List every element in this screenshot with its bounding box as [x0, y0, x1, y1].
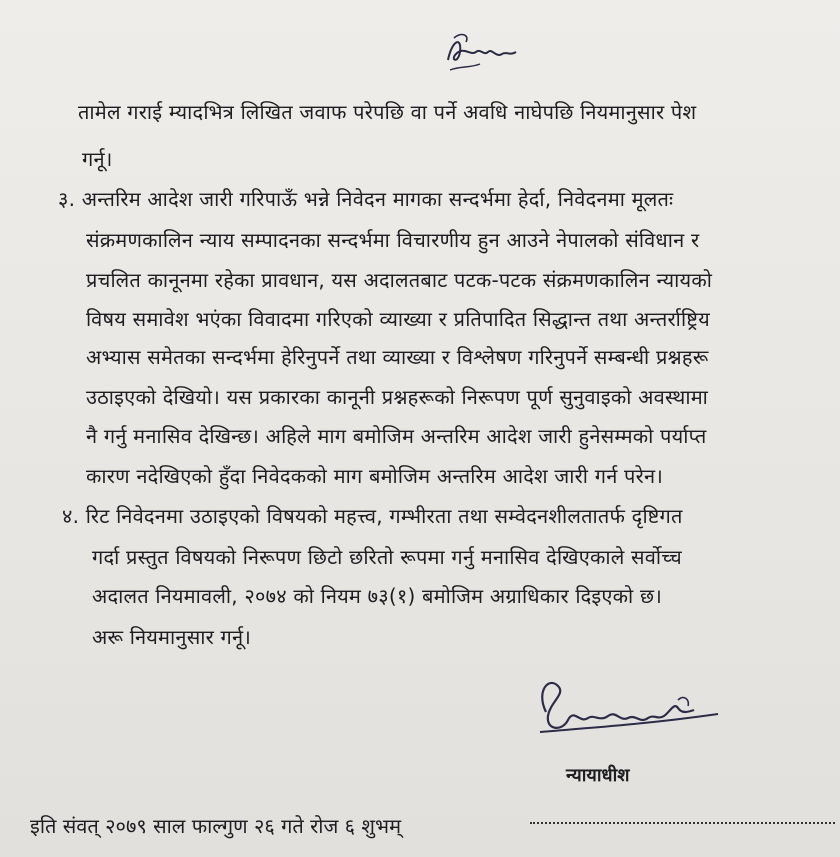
text-line-4: संक्रमणकालिन न्याय सम्पादनका सन्दर्भमा विचारणीय हुन आउने नेपालको संविधान र — [86, 228, 700, 252]
text-line-11: ४. रिट निवेदनमा उठाइएको विषयको महत्त्व, गम्भीरता तथा सम्वेदनशीलतातर्फ दृष्टिगत — [62, 504, 683, 528]
handwritten-initial-icon — [440, 30, 520, 80]
text-line-5: प्रचलित कानूनमा रहेका प्रावधान, यस अदालतबाट पटक-पटक संक्रमणकालिन न्यायको — [86, 268, 713, 292]
text-line-12: गर्दा प्रस्तुत विषयको निरूपण छिटो छरितो रूपमा गर्नु मनासिव देखिएकाले सर्वोच्च — [92, 545, 682, 569]
text-line-8: उठाइएको देखियो। यस प्रकारका कानूनी प्रश्नहरूको निरूपण पूर्ण सुनुवाइको अवस्थामा — [86, 385, 709, 409]
signature-title: न्यायाधीश — [566, 765, 630, 786]
text-line-3: ३. अन्तरिम आदेश जारी गरिपाऊँ भन्ने निवेदन मागका सन्दर्भमा हेर्दा, निवेदनमा मूलतः — [58, 187, 674, 211]
text-line-6: विषय समावेश भएंका विवादमा गरिएको व्याख्या र प्रतिपादित सिद्धान्त तथा अन्तर्राष्ट्रिय — [86, 307, 710, 331]
text-line-2: गर्नू। — [82, 147, 113, 171]
text-line-9: नै गर्नु मनासिव देखिन्छ। अहिले माग बमोजिम अन्तरिम आदेश जारी हुनेसम्मको पर्याप्त — [86, 424, 707, 448]
text-line-7: अभ्यास समेतका सन्दर्भमा हेरिनुपर्ने तथा व्याख्या र विश्लेषण गरिनुपर्ने सम्बन्धी प्रश्नहरू — [86, 345, 709, 369]
handwritten-signature-icon — [528, 672, 728, 752]
footer-date-line: इति संवत् २०७९ साल फाल्गुण २६ गते रोज ६ शुभम् — [30, 814, 402, 838]
dotted-signature-line — [530, 822, 835, 824]
text-line-13: अदालत नियमावली, २०७४ को नियम ७३(१) बमोजिम अग्राधिकार दिइएको छ। — [92, 584, 662, 608]
text-line-14: अरू नियमानुसार गर्नू। — [92, 625, 252, 649]
text-line-1: तामेल गराई म्यादभित्र लिखित जवाफ परेपछि वा पर्ने अवधि नाघेपछि नियमानुसार पेश — [78, 100, 697, 124]
text-line-10: कारण नदेखिएको हुँदा निवेदकको माग बमोजिम अन्तरिम आदेश जारी गर्न परेन। — [86, 464, 664, 488]
